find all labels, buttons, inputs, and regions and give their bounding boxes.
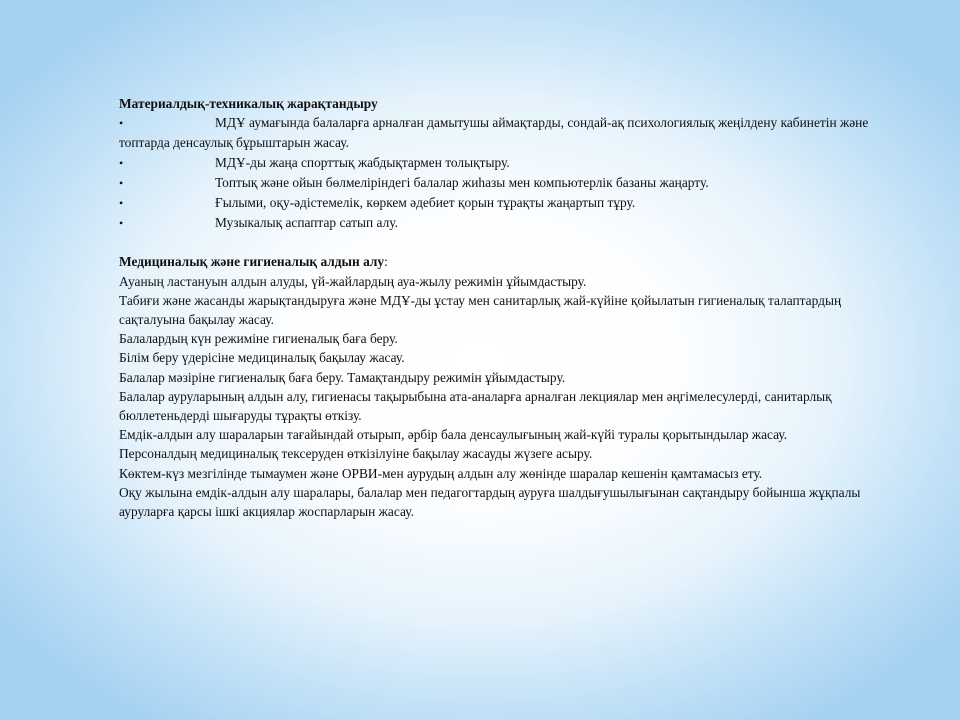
slide-content <box>119 94 879 521</box>
bullet-text: Музыкалық аспаптар сатып алу. <box>215 215 398 231</box>
heading-text: Медициналық және гигиеналық алдын алу <box>119 254 385 270</box>
bullet-item <box>119 173 879 193</box>
paragraph: Табиғи және жасанды жарықтандыруға және МДҰ-ды ұстау мен санитарлық жай-күйіне қойылатын гигиеналық талаптардың сақталуына бақылау жасау. <box>119 292 842 328</box>
paragraph: Балалар ауруларының алдын алу, гигиенасы тақырыбына ата-аналарға арналған лекциялар мен әңгімелесулерді, санитарлық бюллетеньдерді шығаруды тұрақты өткізу. <box>119 388 832 424</box>
paragraph: Балалардың күн режиміне гигиеналық баға беру. <box>119 331 398 347</box>
bullet-item <box>119 193 879 213</box>
heading-suffix: : <box>384 254 388 270</box>
bullet-icon: • <box>119 116 124 131</box>
bullet-icon: • <box>119 196 124 211</box>
section-heading-materials: Материалдық-техникалық жарақтандыру <box>119 96 378 111</box>
paragraph: Емдік-алдын алу шараларын тағайындай отырып, әрбір бала денсаулығының жай-күйі туралы қорытындылар жасау. <box>119 427 788 443</box>
section-spacer <box>119 233 879 252</box>
bullet-item <box>119 153 879 173</box>
bullet-text: Ғылыми, оқу-әдістемелік, көркем әдебиет қорын тұрақты жаңартып тұру. <box>215 195 636 211</box>
bullet-item <box>119 113 879 152</box>
bullet-text: МДҰ-ды жаңа спорттық жабдықтармен толықтыру. <box>215 154 510 170</box>
paragraph: Ауаның ластануын алдын алуды, үй-жайлардың ауа-жылу режимін ұйымдастыру. <box>119 273 587 289</box>
bullet-icon: • <box>119 216 124 231</box>
bullet-text: МДҰ аумағында балаларға арналған дамытушы аймақтарды, сондай-ақ психологиялық жеңілдену кабинетін және топтарда денсаулық бұрыштарын жасау. <box>119 115 869 151</box>
materials-bullet-list <box>119 113 879 233</box>
bullet-icon: • <box>119 175 124 190</box>
paragraph: Оқу жылына емдік-алдын алу шаралары, балалар мен педагогтардың ауруға шалдығушылығынан сақтандыру бойынша жұқпалы ауруларға қарсы ішкі акциялар жоспарларын жасау. <box>119 484 861 520</box>
paragraph: Білім беру үдерісіне медициналық бақылау жасау. <box>119 350 405 366</box>
paragraph: Көктем-күз мезгілінде тымаумен және ОРВИ-мен аурудың алдын алу жөнінде шаралар кешенін қамтамасыз ету. <box>119 465 763 481</box>
bullet-text: Топтық және ойын бөлмеліріндегі балалар жиһазы мен компьютерлік базаны жаңарту. <box>215 174 709 190</box>
paragraph: Персоналдың медициналық тексеруден өткізілуіне бақылау жасауды жүзеге асыру. <box>119 446 593 462</box>
bullet-item <box>119 213 879 233</box>
section-heading-medical <box>119 252 879 271</box>
bullet-icon: • <box>119 155 124 170</box>
paragraph: Балалар мәзіріне гигиеналық баға беру. Тамақтандыру режимін ұйымдастыру. <box>119 369 566 385</box>
